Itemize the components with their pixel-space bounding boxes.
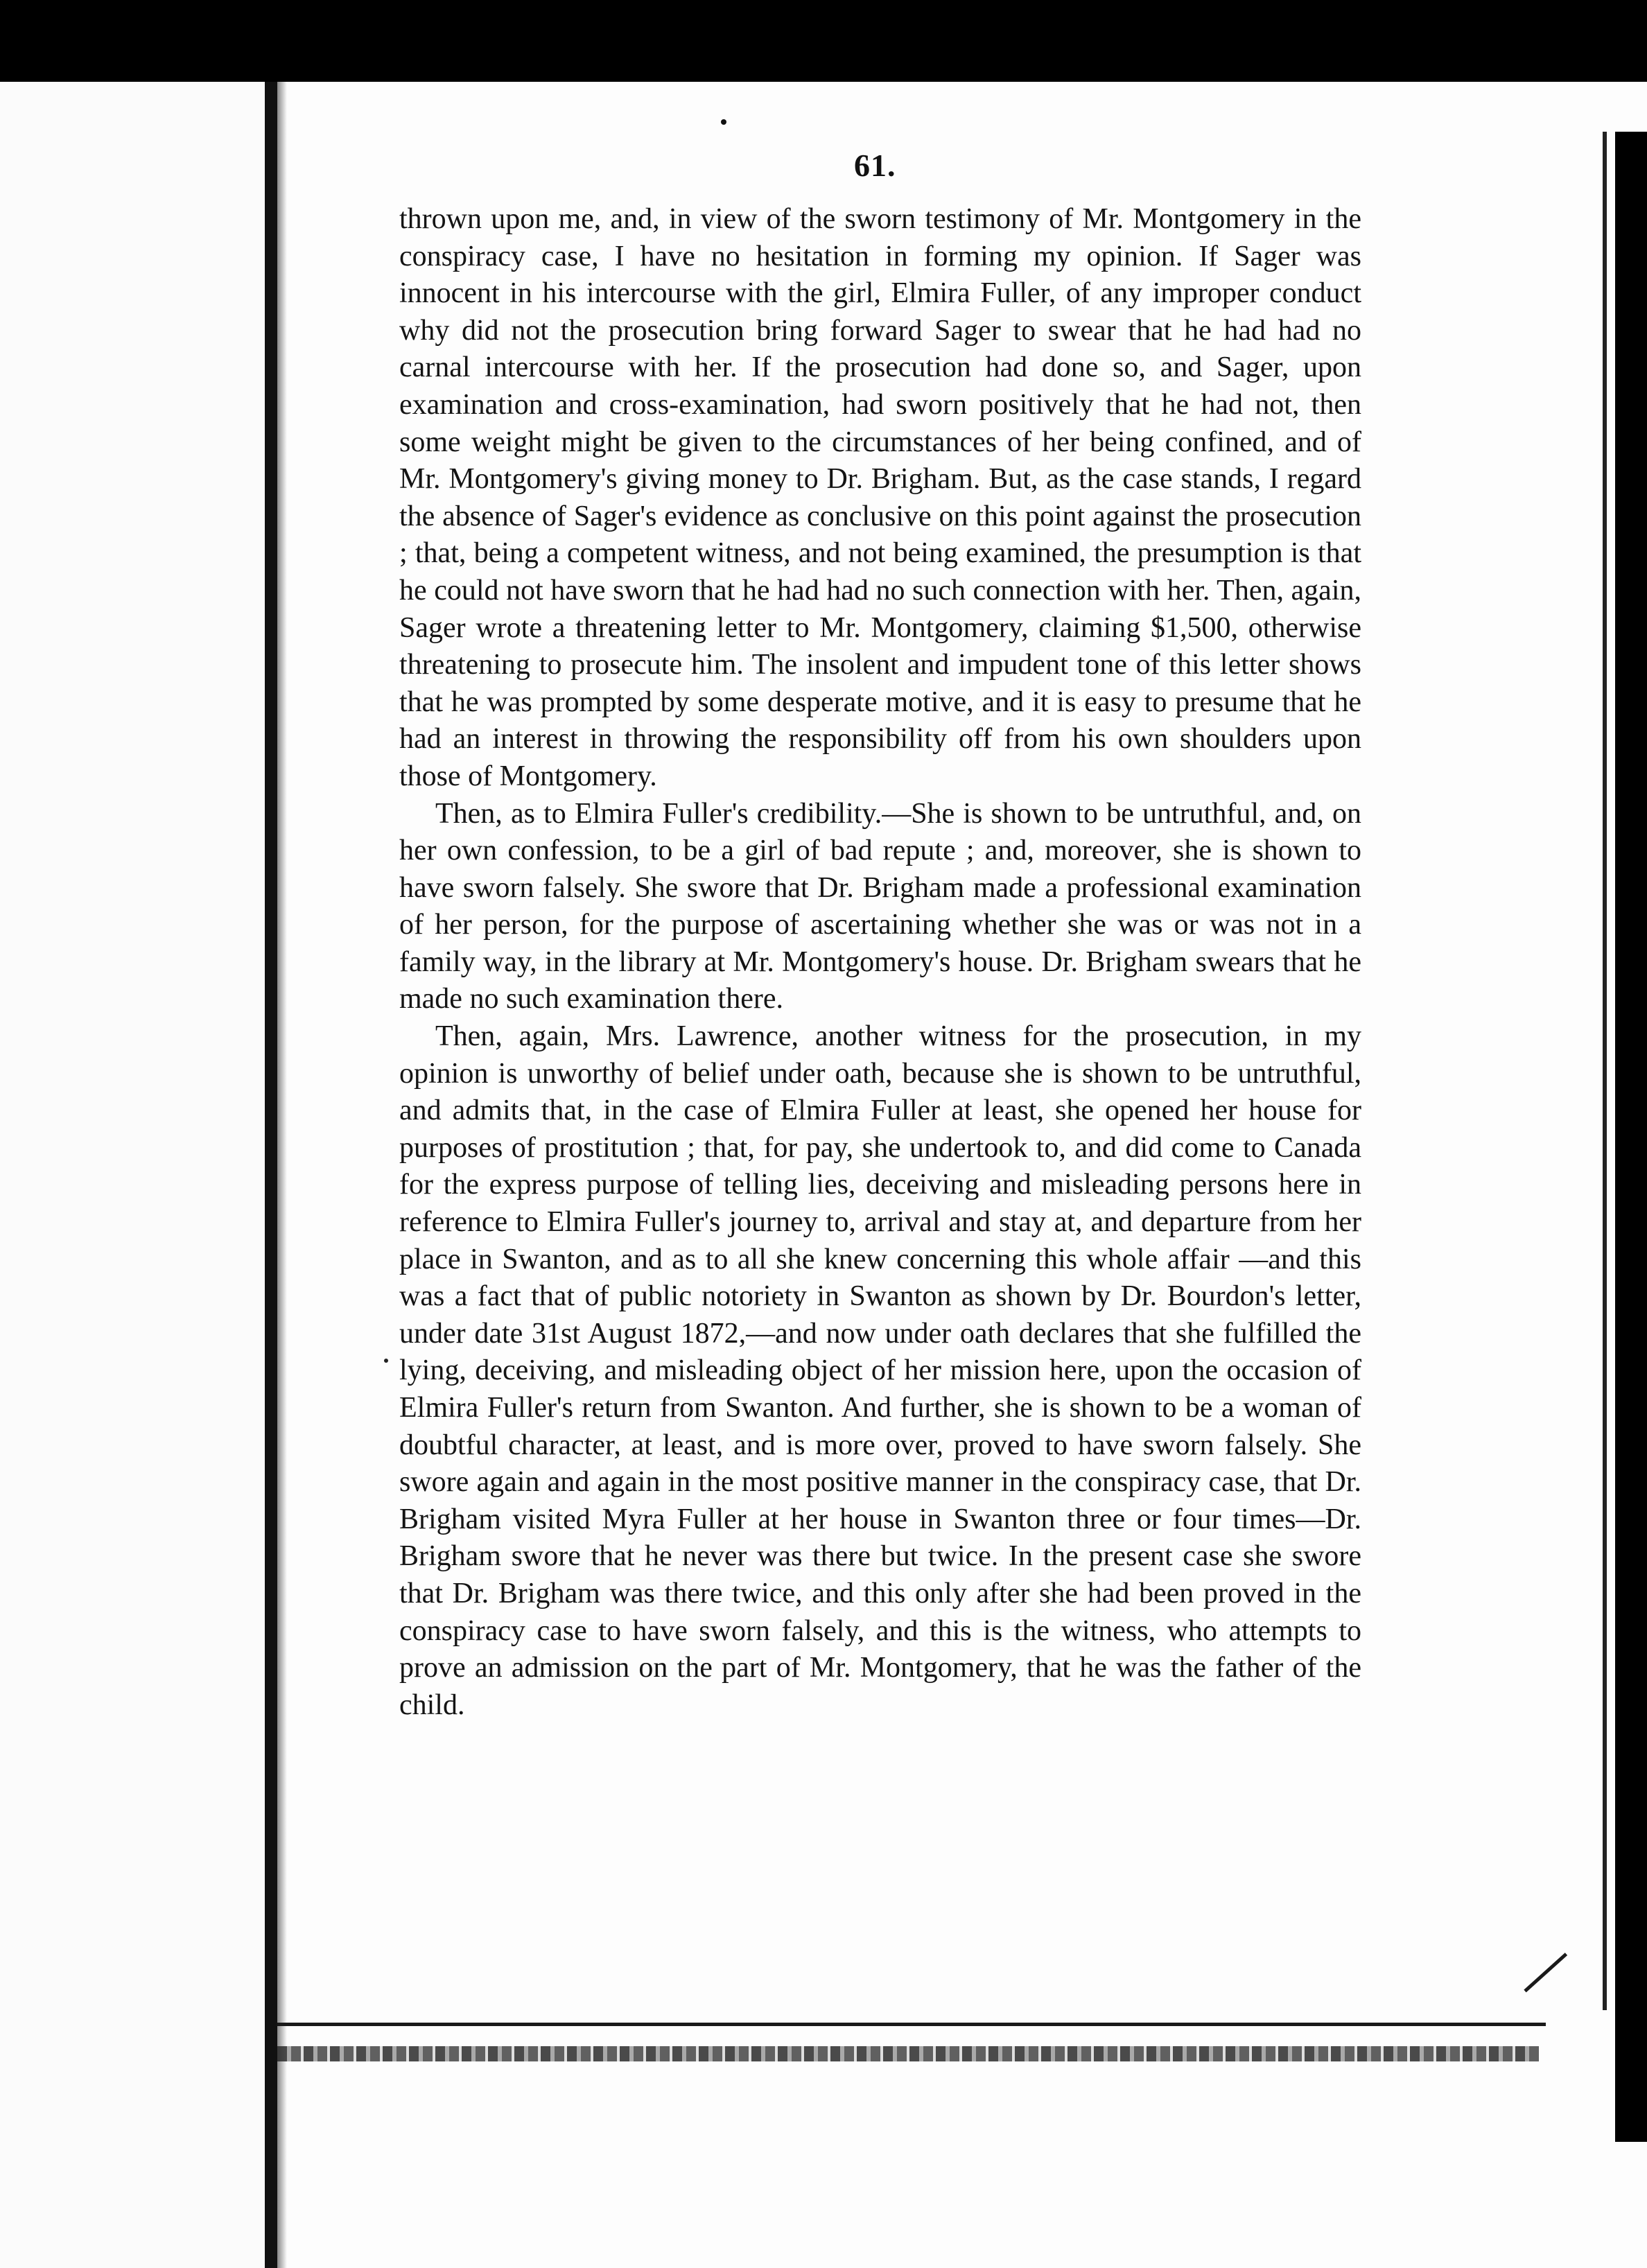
facing-page-edge bbox=[0, 82, 265, 2268]
paragraph: Then, as to Elmira Fuller's credibility.—She is shown to be untruthful, and, on her own confession, to be a girl of bad repute ; and, moreover, she is shown to have sworn falsely. She swore that Dr. Brigham made a professional examination of her person, for the purpose of ascertaining whether she was or was not in a family way, in the library at Mr. Montgomery's house. Dr. Brigham swears that he made no such examination there. bbox=[399, 797, 1361, 1015]
ink-mark bbox=[721, 119, 726, 125]
ink-mark bbox=[384, 1359, 388, 1363]
page-spine bbox=[265, 82, 277, 2268]
paragraph: thrown upon me, and, in view of the sworn testimony of Mr. Montgomery in the conspiracy case, I have no hesitation in forming my opinion. If Sager was innocent in his intercourse with the girl, Elmira Fuller, of any improper conduct why did not the prosecution bring forward Sager to swear that he had had no carnal intercourse with her. If the prosecution had done so, and Sager, upon examination and cross-examination, had sworn positively that he had not, then some weight might be given to the circumstances of her being confined, and of Mr. Montgomery's giving money to Dr. Brigham. But, as the case stands, I regard the absence of Sager's evidence as conclusive on this point against the prosecution ; that, being a competent witness, and not being examined, the presumption is that he could not have sworn that he had had no such connection with her. Then, again, Sager wrote a threatening letter to Mr. Montgomery, claiming $1,500, otherwise threatening to prosecute him. The insolent and impudent tone of this letter shows that he was prompted by some desperate motive, and it is easy to presume that he had an interest in throwing the responsibility off from his own shoulders upon those of Montgomery. bbox=[399, 203, 1361, 792]
scan-smudge bbox=[277, 2046, 1539, 2061]
page-right-edge bbox=[1603, 132, 1607, 2010]
page-number: 61. bbox=[854, 148, 896, 183]
body-text bbox=[399, 201, 1361, 1724]
paragraph: Then, again, Mrs. Lawrence, another witness for the prosecution, in my opinion is unworthy of belief under oath, because she is shown to be untruthful, and admits that, in the case of Elmira Fuller at least, she opened her house for purposes of prostitution ; that, for pay, she undertook to, and did come to Canada for the express purpose of telling lies, deceiving and misleading persons here in reference to Elmira Fuller's journey to, arrival and stay at, and departure from her place in Swanton, and as to all she knew concerning this whole affair —and this was a fact that of public notoriety in Swanton as shown by Dr. Bourdon's letter, under date 31st August 1872,—and now under oath declares that she fulfilled the lying, deceiving, and misleading object of her mission here, upon the occasion of Elmira Fuller's return from Swanton. And further, she is shown to be a woman of doubtful character, at least, and is more over, proved to have sworn falsely. She swore again and again in the most positive manner in the conspiracy case, that Dr. Brigham visited Myra Fuller at her house in Swanton three or four times—Dr. Brigham swore that he never was there but twice. In the present case she swore that Dr. Brigham was there twice, and this only after she had been proved in the conspiracy case to have sworn falsely, and this is the witness, who attempts to prove an admission on the part of Mr. Montgomery, that he was the father of the child. bbox=[399, 1020, 1361, 1721]
right-scan-border bbox=[1615, 132, 1647, 2142]
bottom-rule bbox=[277, 2023, 1546, 2026]
spine-shadow bbox=[277, 82, 287, 2268]
